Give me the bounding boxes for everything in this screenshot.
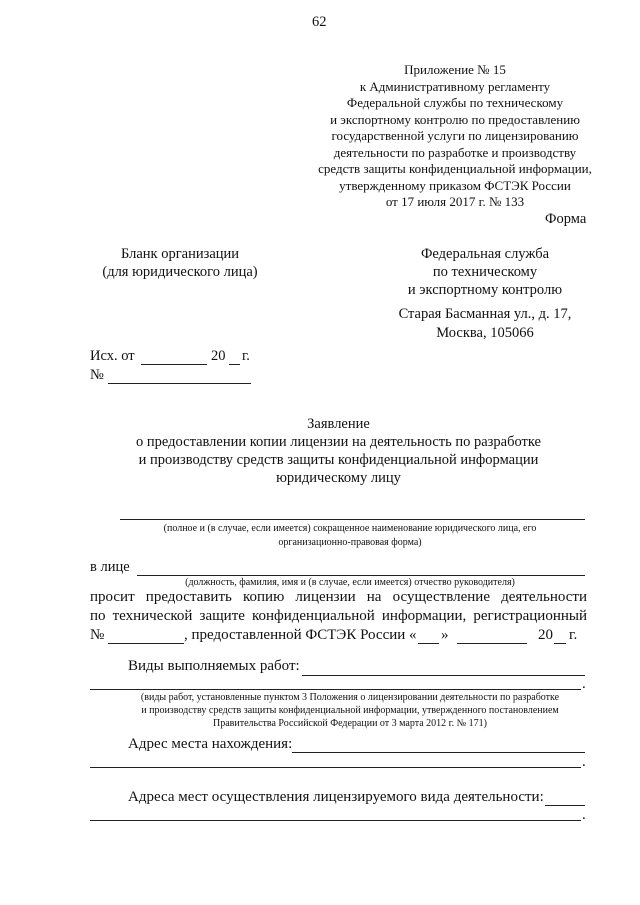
appendix-line: от 17 июля 2017 г. № 133 — [385, 194, 525, 209]
location-field[interactable] — [292, 752, 585, 753]
org-name-hint-line1: (полное и (в случае, если имеется) сокращенное наименование юридического лица, его — [163, 523, 537, 534]
statement-subtitle-line: о предоставлении копии лицензии на деятельность по разработке — [136, 434, 541, 450]
activity-label: Адреса мест осуществления лицензируемого вида деятельности: — [128, 789, 544, 805]
issued-year-field[interactable] — [554, 643, 566, 644]
works-hint-line2: и производству средств защиты конфиденциальной информации, утвержденного постановлением — [141, 705, 559, 716]
outgoing-year-suffix: г. — [242, 348, 250, 364]
addressee-line1: Федеральная служба — [420, 246, 550, 262]
reg-number-label: № — [90, 627, 105, 643]
issued-text: , предоставленной ФСТЭК России « — [184, 627, 417, 643]
appendix-line: Федеральной службы по техническому — [346, 95, 564, 110]
location-field-continuation[interactable] — [90, 767, 581, 768]
addressee-address2: Москва, 105066 — [436, 325, 534, 341]
works-hint-line1: (виды работ, установленные пунктом 3 Положения о лицензировании деятельности по разработке — [140, 692, 560, 703]
outgoing-ref-prefix: Исх. от — [90, 348, 135, 364]
appendix-line: к Административному регламенту — [359, 78, 551, 94]
statement-subtitle-line: и производству средств защиты конфиденциальной информации — [138, 452, 539, 468]
org-blank-line1: Бланк организации — [120, 246, 240, 262]
request-line1: просит предоставить копию лицензии на осуществление деятельности — [90, 589, 587, 605]
location-label: Адрес места нахождения: — [128, 736, 293, 752]
outgoing-year-prefix: 20 — [211, 348, 226, 364]
outgoing-date-field[interactable] — [141, 364, 207, 365]
addressee-line2: по техническому — [432, 264, 538, 280]
form-label: Форма — [545, 211, 587, 227]
works-hint-line3: Правительства Российской Федерации от 3 марта 2012 г. № 171) — [212, 718, 488, 729]
issued-day-field[interactable] — [418, 643, 439, 644]
issued-year-prefix: 20 — [538, 627, 553, 643]
appendix-block — [300, 62, 610, 211]
activity-end-mark: . — [582, 807, 586, 823]
works-field[interactable] — [302, 675, 585, 676]
org-name-field[interactable] — [120, 519, 585, 520]
outgoing-number-label: № — [90, 367, 104, 383]
org-name-hint-line2: организационно-правовая форма) — [278, 537, 422, 548]
appendix-line: утвержденному приказом ФСТЭК России — [339, 177, 571, 193]
person-field[interactable] — [137, 575, 585, 576]
issued-quote-close: » — [441, 627, 449, 643]
works-field-continuation[interactable] — [90, 689, 581, 690]
appendix-line: Приложение № 15 — [404, 62, 506, 77]
addressee-line3: и экспортному контролю — [407, 282, 563, 298]
issued-year-suffix: г. — [569, 627, 578, 643]
outgoing-year-field[interactable] — [229, 364, 240, 365]
appendix-line: и экспортному контролю по предоставлению — [330, 111, 580, 127]
person-label: в лице — [90, 559, 130, 575]
appendix-line: государственной услуги по лицензированию — [331, 128, 579, 143]
appendix-line: деятельности по разработке и производству — [333, 144, 577, 160]
activity-field[interactable] — [545, 805, 585, 806]
works-label: Виды выполняемых работ: — [128, 658, 300, 674]
works-end-mark: . — [582, 676, 586, 692]
addressee-address1: Старая Басманная ул., д. 17, — [398, 306, 572, 322]
statement-title: Заявление — [307, 416, 370, 432]
person-hint: (должность, фамилия, имя и (в случае, если имеется) отчество руководителя) — [185, 577, 515, 588]
org-blank-line2: (для юридического лица) — [102, 264, 258, 280]
page-number: 62 — [312, 14, 327, 30]
issued-month-field[interactable] — [457, 643, 527, 644]
activity-field-continuation[interactable] — [90, 820, 581, 821]
reg-number-field[interactable] — [108, 643, 184, 644]
location-end-mark: . — [582, 754, 586, 770]
outgoing-number-field[interactable] — [108, 383, 251, 384]
request-line2: по технической защите конфиденциальной информации, регистрационный — [90, 608, 587, 624]
statement-subtitle-line: юридическому лицу — [276, 470, 401, 486]
appendix-line: средств защиты конфиденциальной информации, — [318, 161, 592, 176]
